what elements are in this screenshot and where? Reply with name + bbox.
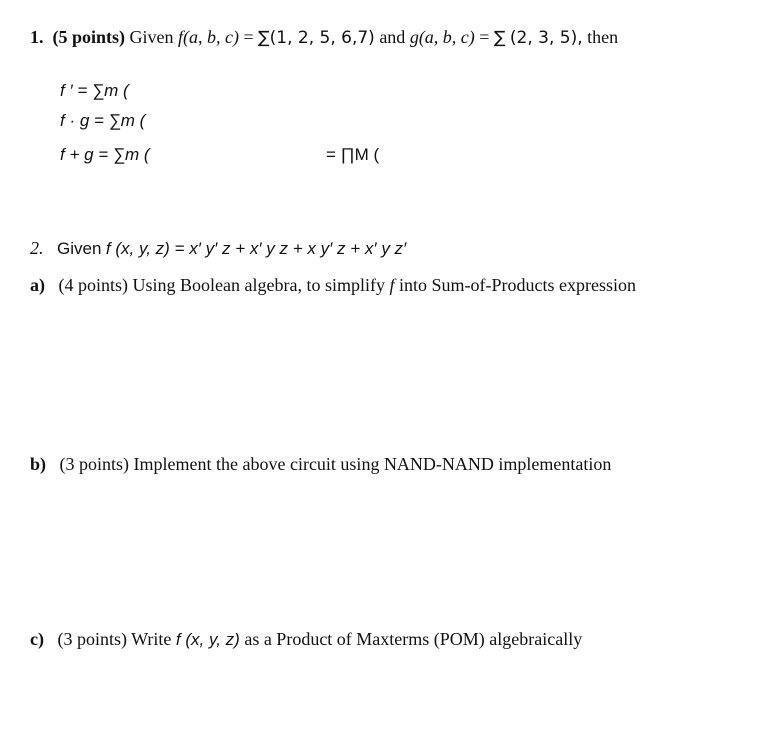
part-c [30,628,582,651]
part-c-text-before: (3 points) Write [57,629,176,649]
equals-sign: = [243,27,254,47]
part-c-func: f (x, y, z) [175,630,240,649]
part-c-text-after: as a Product of Maxterms (POM) algebraically [239,629,583,649]
sigma-symbol: ∑ [258,28,270,48]
then-word: then [587,27,619,47]
part-b-text: (3 points) Implement the above circuit using NAND-NAND implementation [59,454,612,474]
part-c-label: c) [30,629,44,649]
question-2-function: f (x, y, z) = x′ y′ z + x′ y z + x y′ z + x′ y z′ [105,239,407,258]
answer-line-f-complement-lhs: f ′ = ∑m ( [60,81,129,100]
function-g-args: (a, b, c) [418,27,475,47]
answer-line-f-complement [60,80,129,102]
answer-line-f-or-g-maxterms [326,144,379,166]
function-g-minterms: (2, 3, 5), [509,28,583,48]
part-a-label: a) [30,275,45,295]
question-1-number: 1. [30,27,44,47]
question-2-given: Given [57,239,102,258]
answer-line-f-and-g [60,110,145,132]
question-2-number: 2. [30,238,44,258]
question-1-points: (5 points) [52,27,126,47]
and-word: and [379,27,406,47]
answer-line-f-or-g [60,144,150,166]
function-f-name: f [178,27,184,47]
function-f-args: (a, b, c) [183,27,240,47]
sigma-symbol-g: ∑ [493,28,506,48]
equals-sign-g: = [479,27,490,47]
question-2-header [30,237,406,260]
question-1-given: Given [129,27,174,47]
part-a [30,274,636,296]
answer-line-f-or-g-lhs: f + g = ∑m ( [60,145,150,164]
answer-line-f-or-g-rhs: = ∏M ( [326,145,380,164]
part-b-label: b) [30,454,47,474]
part-a-text-before: (4 points) Using Boolean algebra, to simplify [58,275,390,295]
function-f-minterms: (1, 2, 5, 6,7) [269,28,375,48]
part-a-var: f [389,275,395,295]
question-1-header [30,26,618,49]
answer-line-f-and-g-lhs: f · g = ∑m ( [60,111,146,130]
part-a-text-after: into Sum-of-Products expression [398,275,636,295]
part-b [30,453,611,475]
function-g-name: g [409,27,419,47]
